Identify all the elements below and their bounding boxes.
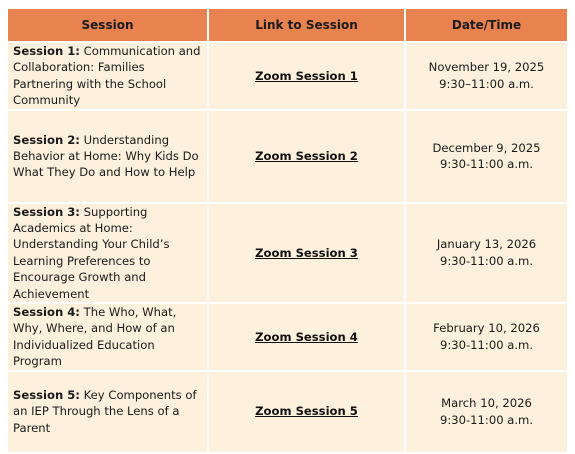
session-time: 9:30–11:00 a.m. xyxy=(439,76,534,91)
session-date: January 13, 2026 xyxy=(436,237,537,252)
link-cell xyxy=(208,203,405,303)
link-cell xyxy=(208,371,405,453)
header-link-to-session: Link to Session xyxy=(208,8,405,42)
header-session: Session xyxy=(7,8,208,42)
link-cell xyxy=(208,42,405,110)
table-row xyxy=(7,203,568,303)
session-schedule-table xyxy=(6,7,569,454)
date-time-cell xyxy=(405,42,568,110)
session-schedule-table-container xyxy=(6,7,567,454)
session-cell xyxy=(7,203,208,303)
session-date: March 10, 2026 xyxy=(441,396,532,411)
session-cell xyxy=(7,303,208,371)
session-time: 9:30-11:00 a.m. xyxy=(439,157,534,172)
session-title: The Who, What, Why, Where, and How of an Individualized Education Program xyxy=(13,305,177,369)
link-cell xyxy=(208,110,405,203)
session-date: November 19, 2025 xyxy=(428,60,545,75)
session-title: Key Components of an IEP Through the Lens of a Parent xyxy=(13,388,197,435)
table-row xyxy=(7,110,568,203)
date-time-cell xyxy=(405,110,568,203)
session-date: December 9, 2025 xyxy=(432,140,541,155)
session-time: 9:30-11:00 a.m. xyxy=(439,253,534,268)
zoom-session-2-link[interactable]: Zoom Session 2 xyxy=(255,148,358,163)
date-time-cell xyxy=(405,371,568,453)
zoom-session-4-link[interactable]: Zoom Session 4 xyxy=(255,329,358,344)
table-row xyxy=(7,371,568,453)
link-cell xyxy=(208,303,405,371)
session-time: 9:30-11:00 a.m. xyxy=(439,337,534,352)
session-title: Understanding Behavior at Home: Why Kids Do What They Do and How to Help xyxy=(13,132,199,180)
session-time: 9:30-11:00 a.m. xyxy=(439,412,534,427)
session-cell xyxy=(7,110,208,203)
zoom-session-1-link[interactable]: Zoom Session 1 xyxy=(255,68,358,83)
session-date: February 10, 2026 xyxy=(433,321,540,336)
session-title: Communication and Collaboration: Families Partnering with the School Community xyxy=(13,44,201,108)
session-cell xyxy=(7,371,208,453)
session-label: Session 2: xyxy=(13,132,80,147)
table-row xyxy=(7,303,568,371)
date-time-cell xyxy=(405,303,568,371)
session-title: Supporting Academics at Home: Understanding Your Child’s Learning Preferences to Encourage Growth and Achievement xyxy=(13,204,170,301)
zoom-session-3-link[interactable]: Zoom Session 3 xyxy=(255,245,358,260)
session-label: Session 3: xyxy=(13,204,80,219)
session-label: Session 4: xyxy=(13,305,80,320)
table-row xyxy=(7,42,568,110)
header-date-time: Date/Time xyxy=(405,8,568,42)
date-time-cell xyxy=(405,203,568,303)
table-header-row xyxy=(7,8,568,42)
zoom-session-5-link[interactable]: Zoom Session 5 xyxy=(255,404,358,419)
session-label: Session 1: xyxy=(13,44,80,58)
session-cell xyxy=(7,42,208,110)
session-label: Session 5: xyxy=(13,388,80,403)
